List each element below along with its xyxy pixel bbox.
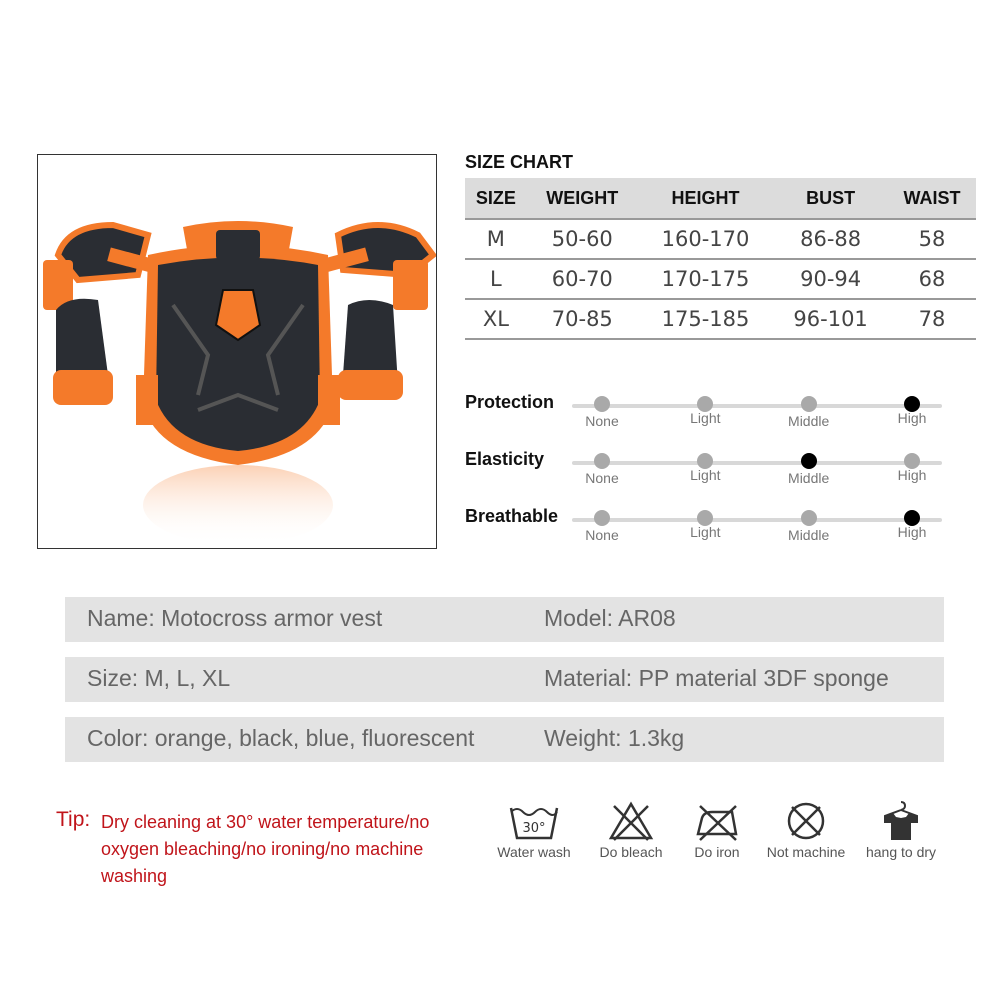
rating-level-label: None: [585, 470, 619, 486]
rating-row-protection: [465, 392, 955, 442]
spec-name: Name: Motocross armor vest: [87, 605, 383, 631]
table-cell: 68: [888, 259, 976, 299]
care-label: Not machine: [766, 844, 846, 860]
table-cell: XL: [465, 299, 527, 339]
product-photo: [37, 154, 437, 549]
spec-row-size-material: [65, 657, 944, 702]
rating-track: [572, 461, 942, 465]
rating-level-label: None: [585, 527, 619, 543]
table-cell: 170-175: [638, 259, 773, 299]
rating-level-label: Light: [690, 524, 721, 540]
care-no-machine: [762, 800, 850, 860]
rating-dot-none: [594, 510, 610, 526]
table-row: [465, 219, 976, 259]
table-row: [465, 259, 976, 299]
spec-weight: Weight: 1.3kg: [544, 725, 685, 751]
table-cell: 175-185: [638, 299, 773, 339]
spec-material: Material: PP material 3DF sponge: [544, 665, 889, 691]
care-water-wash: [494, 800, 574, 860]
spec-row-name-model: [65, 597, 944, 642]
no-bleach-icon: [608, 800, 654, 842]
table-cell: 50-60: [527, 219, 638, 259]
rating-level-label: Middle: [788, 470, 830, 486]
table-cell: 86-88: [773, 219, 888, 259]
rating-track: [572, 404, 942, 408]
header-weight: WEIGHT: [527, 178, 638, 219]
rating-level-label: Light: [690, 467, 721, 483]
size-chart-table: [465, 178, 976, 340]
table-cell: 78: [888, 299, 976, 339]
rating-dot-none: [594, 396, 610, 412]
size-chart-header-row: [465, 178, 976, 219]
rating-dot-middle: [801, 510, 817, 526]
rating-level-label: High: [897, 410, 927, 426]
rating-level-label: Light: [690, 410, 721, 426]
rating-label: Protection: [465, 392, 555, 412]
hang-dry-icon: [879, 800, 923, 842]
header-height: HEIGHT: [638, 178, 773, 219]
tip-label: Tip:: [56, 808, 91, 831]
rating-row-breathable: [465, 506, 955, 556]
rating-row-elasticity: [465, 449, 955, 499]
table-cell: 60-70: [527, 259, 638, 299]
rating-track: [572, 518, 942, 522]
table-row: [465, 299, 976, 339]
rating-label: Elasticity: [465, 449, 545, 469]
table-cell: 90-94: [773, 259, 888, 299]
rating-level-label: Middle: [788, 413, 830, 429]
care-label: hang to dry: [865, 844, 937, 860]
size-chart-title: SIZE CHART: [465, 152, 573, 172]
no-iron-icon: [692, 800, 742, 842]
care-label: Do iron: [694, 844, 740, 860]
table-cell: M: [465, 219, 527, 259]
care-label: Do bleach: [599, 844, 663, 860]
spec-row-color-weight: [65, 717, 944, 762]
spec-color: Color: orange, black, blue, fluorescent: [87, 725, 475, 751]
table-cell: 58: [888, 219, 976, 259]
care-label: Water wash: [497, 844, 571, 860]
table-cell: L: [465, 259, 527, 299]
water-wash-icon: [507, 800, 561, 842]
header-bust: BUST: [773, 178, 888, 219]
care-hang-dry: [861, 800, 941, 860]
no-machine-icon: [784, 800, 828, 842]
rating-level-label: High: [897, 467, 927, 483]
tip-text: Dry cleaning at 30° water temperature/no oxygen bleaching/no ironing/no machine washing: [101, 812, 430, 886]
rating-level-label: Middle: [788, 527, 830, 543]
care-no-bleach: [596, 800, 666, 860]
care-no-iron: [688, 800, 746, 860]
rating-label: Breathable: [465, 506, 559, 526]
header-size: SIZE: [465, 178, 527, 219]
header-waist: WAIST: [888, 178, 976, 219]
spec-size: Size: M, L, XL: [87, 665, 231, 691]
spec-model: Model: AR08: [544, 605, 676, 631]
wash-temperature: 30°: [522, 821, 546, 836]
armor-vest-image: [38, 155, 436, 548]
table-cell: 96-101: [773, 299, 888, 339]
table-cell: 160-170: [638, 219, 773, 259]
table-cell: 70-85: [527, 299, 638, 339]
rating-dot-middle: [801, 453, 817, 469]
rating-level-label: High: [897, 524, 927, 540]
rating-level-label: None: [585, 413, 619, 429]
rating-dot-middle: [801, 396, 817, 412]
rating-dot-none: [594, 453, 610, 469]
